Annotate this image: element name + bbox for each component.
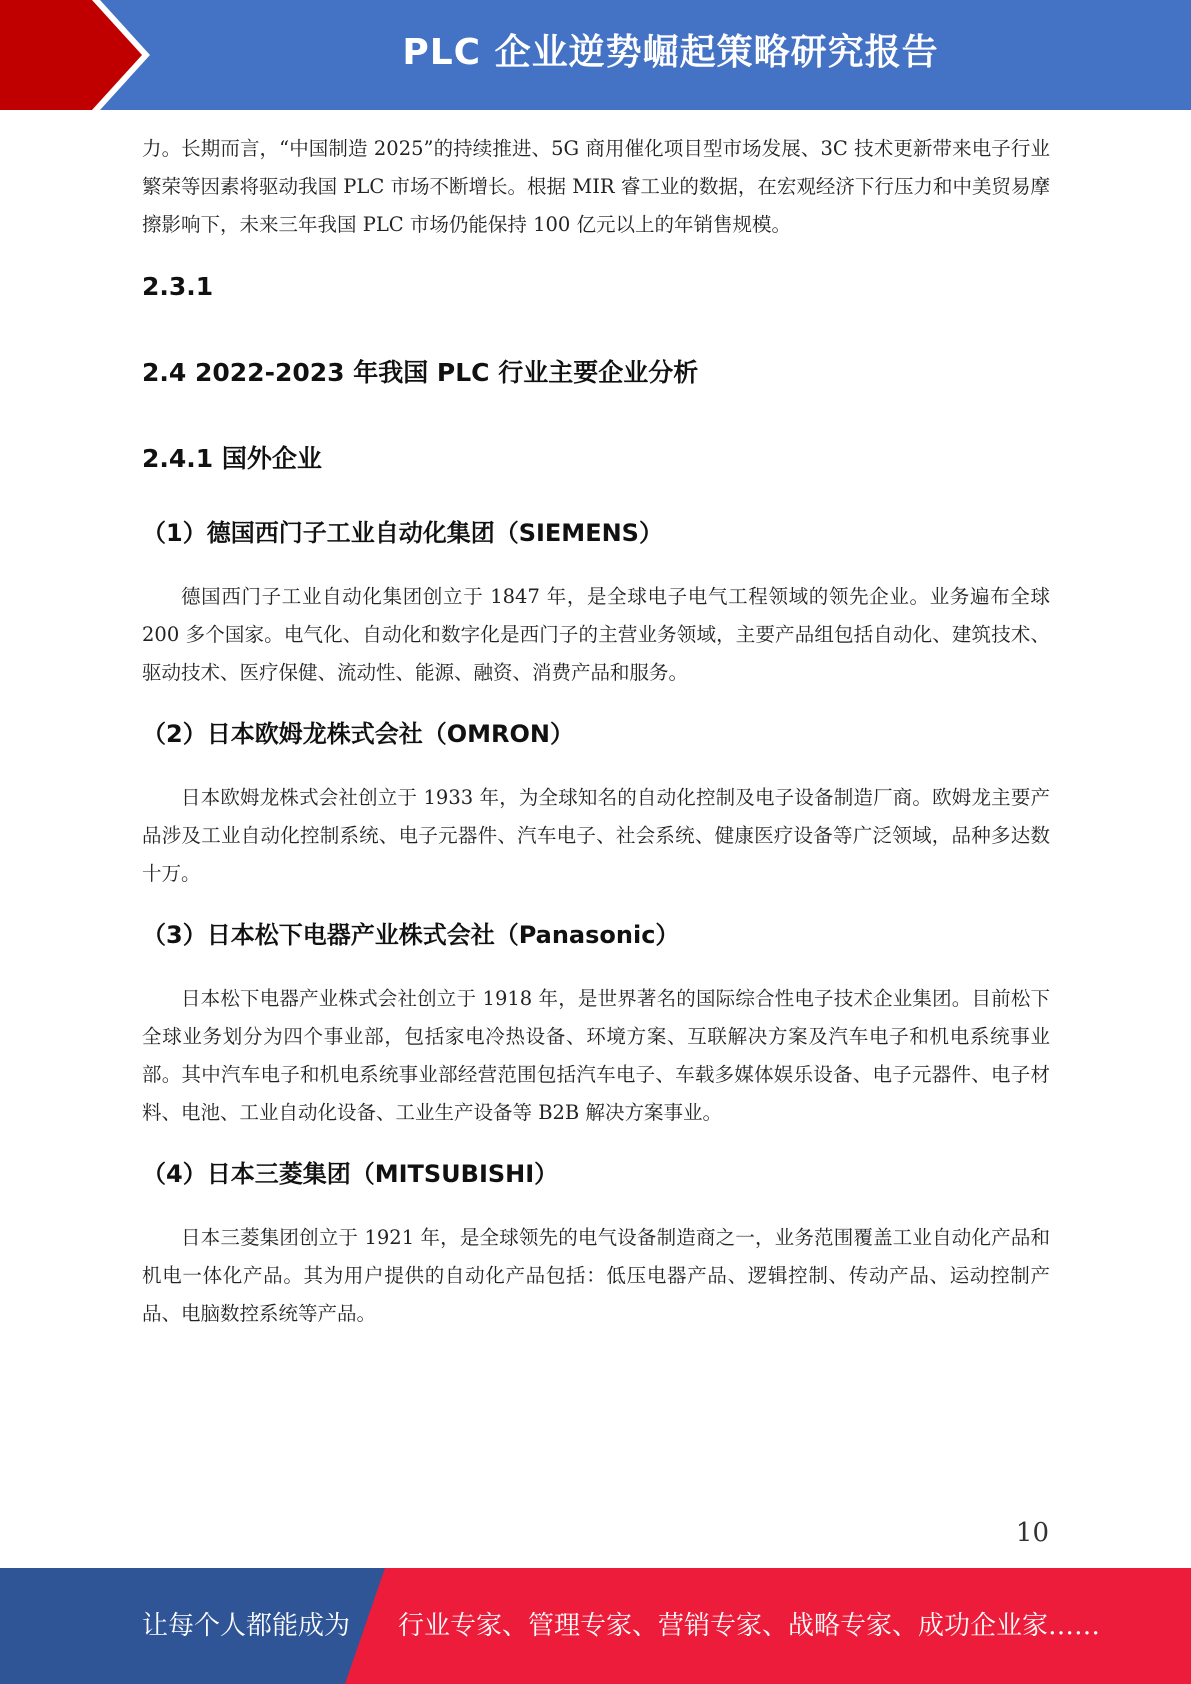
company-heading-omron: （2）日本欧姆龙株式会社（OMRON） (142, 720, 574, 748)
footer-slogan-right: 行业专家、管理专家、营销专家、战略专家、成功企业家…… (398, 1611, 1101, 1641)
header-red-chevron (0, 0, 150, 110)
company-heading-panasonic: （3）日本松下电器产业株式会社（Panasonic） (142, 921, 680, 949)
intro-paragraph: 力。长期而言，“中国制造 2025”的持续推进、5G 商用催化项目型市场发展、3C 技术更新带来电子行业繁荣等因素将驱动我国 PLC 市场不断增长。根据 MIR 睿工业的数据，在宏观经济下行压力和中美贸易摩擦影响下，未来三年我国 PLC 市场仍能保持 100 亿元以上的年销售规模。 (142, 137, 1050, 236)
page-header (0, 0, 1191, 110)
report-title: PLC 企业逆势崛起策略研究报告 (402, 32, 939, 73)
page-number: 10 (1015, 1518, 1049, 1548)
company-paragraph-panasonic: 日本松下电器产业株式会社创立于 1918 年，是世界著名的国际综合性电子技术企业集团。目前松下全球业务划分为四个事业部，包括家电冷热设备、环境方案、互联解决方案及汽车电子和机电系统事业部。其中汽车电子和机电系统事业部经营范围包括汽车电子、车载多媒体娱乐设备、电子元器件、电子材料、电池、工业自动化设备、工业生产设备等 B2B 解决方案事业。 (142, 987, 1050, 1124)
page-footer (0, 1568, 1191, 1684)
company-paragraph-mitsubishi: 日本三菱集团创立于 1921 年，是全球领先的电气设备制造商之一，业务范围覆盖工业自动化产品和机电一体化产品。其为用户提供的自动化产品包括：低压电器产品、逻辑控制、传动产品、运动控制产品、电脑数控系统等产品。 (142, 1226, 1050, 1325)
section-heading-2-4-1: 2.4.1 国外企业 (142, 444, 322, 473)
company-heading-siemens: （1）德国西门子工业自动化集团（SIEMENS） (142, 519, 663, 547)
footer-slogan-left: 让每个人都能成为 (142, 1611, 351, 1641)
company-paragraph-siemens: 德国西门子工业自动化集团创立于 1847 年，是全球电子电气工程领域的领先企业。业务遍布全球 200 多个国家。电气化、自动化和数字化是西门子的主营业务领域，主要产品组包括自动化、建筑技术、驱动技术、医疗保健、流动性、能源、融资、消费产品和服务。 (142, 585, 1050, 684)
section-heading-2-3-1: 2.3.1 (142, 272, 214, 301)
company-paragraph-omron: 日本欧姆龙株式会社创立于 1933 年，为全球知名的自动化控制及电子设备制造厂商。欧姆龙主要产品涉及工业自动化控制系统、电子元器件、汽车电子、社会系统、健康医疗设备等广泛领域，品种多达数十万。 (142, 786, 1050, 885)
company-heading-mitsubishi: （4）日本三菱集团（MITSUBISHI） (142, 1160, 559, 1188)
section-heading-2-4: 2.4 2022-2023 年我国 PLC 行业主要企业分析 (142, 358, 699, 387)
page-content (142, 130, 1050, 1333)
